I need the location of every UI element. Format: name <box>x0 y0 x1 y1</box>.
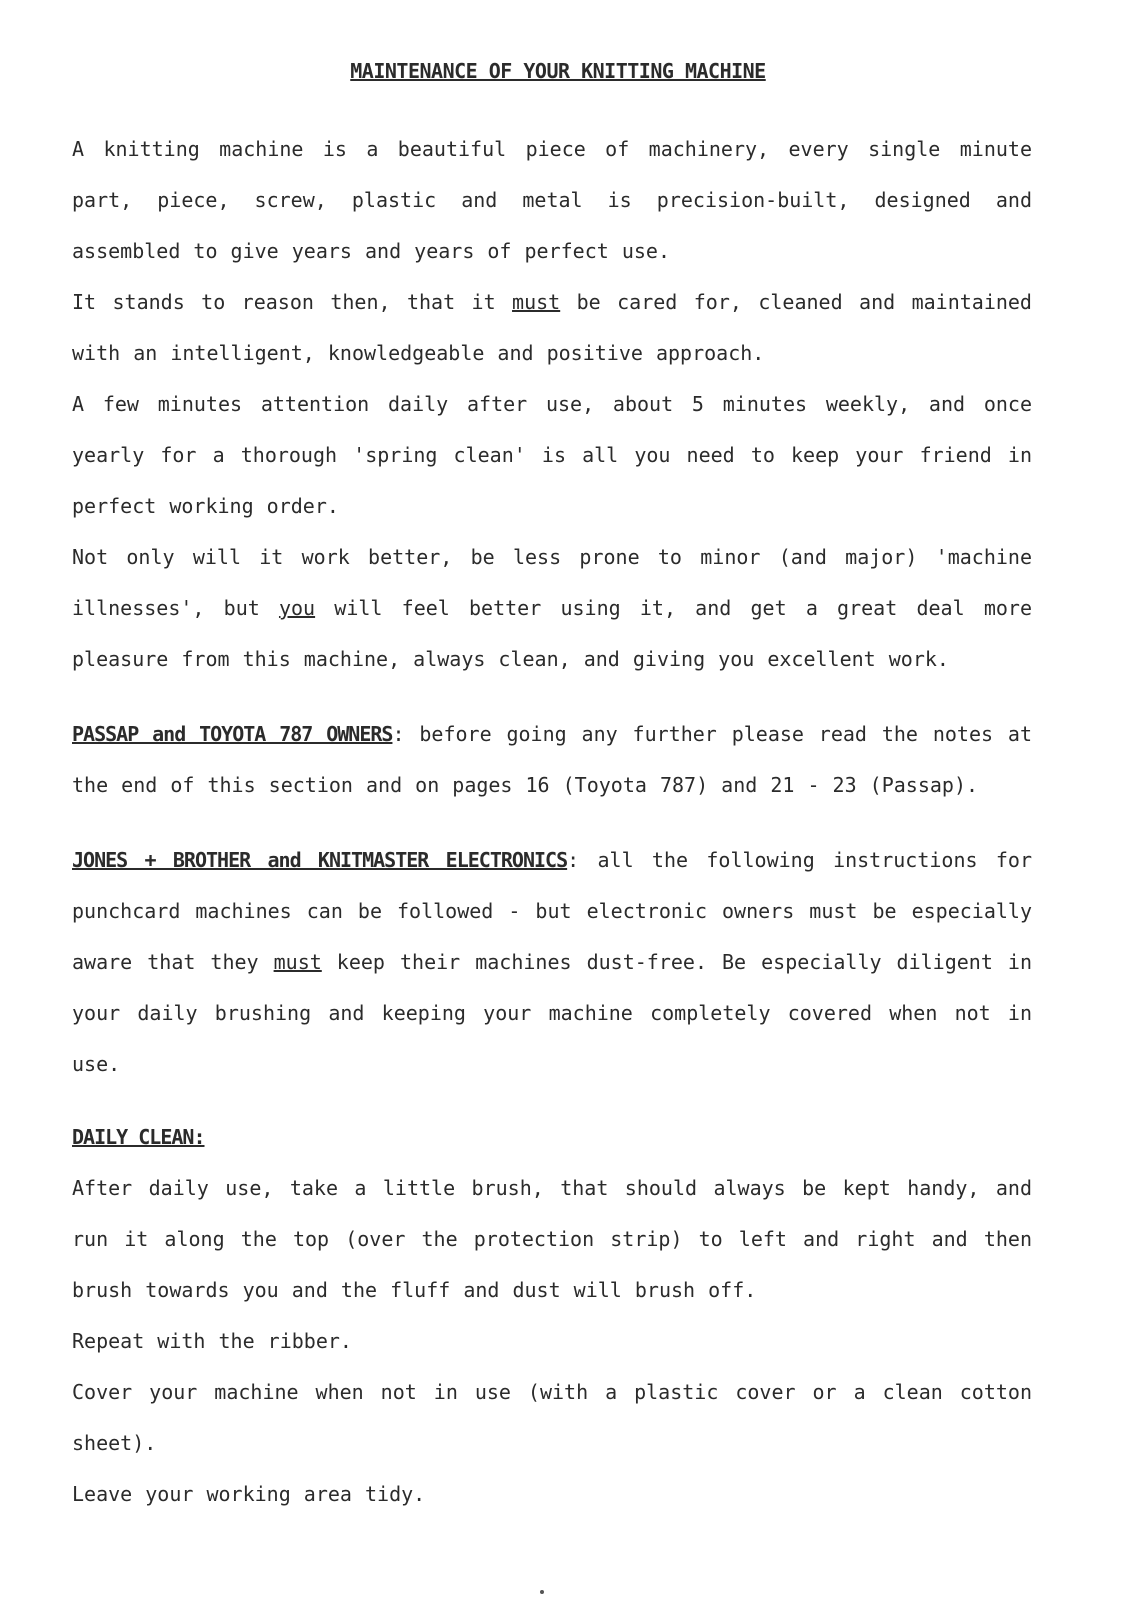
daily-clean-heading: DAILY CLEAN: <box>72 1125 205 1149</box>
scan-speck <box>540 1590 544 1594</box>
jones-text-before: all the following instructions for punchcard machines can be followed - but electronic owners must be especially aware that they <box>72 848 1032 974</box>
section-spacer <box>72 685 1032 709</box>
emphasis-must: must <box>512 290 561 314</box>
daily-paragraph-3: Cover your machine when not in use (with a plastic cover or a clean cotton sheet). <box>72 1380 1032 1455</box>
daily-paragraph-4: Leave your working area tidy. <box>72 1482 426 1506</box>
page-title: MAINTENANCE OF YOUR KNITTING MACHINE <box>350 59 766 83</box>
passap-text: before going any further please read the notes at the end of this section and on pages 16 (Toyota 787) and 21 - 23 (Passap). <box>72 722 1032 797</box>
section-spacer <box>72 1090 1032 1112</box>
jones-note <box>72 835 1032 1090</box>
intro-paragraph-2-text-after: be cared for, cleaned and maintained with an intelligent, knowledgeable and positive approach. <box>72 290 1032 365</box>
intro-paragraph-4 <box>72 532 1032 685</box>
intro-paragraph-3: A few minutes attention daily after use, about 5 minutes weekly, and once yearly for a thorough 'spring clean' is all you need to keep your friend in perfect working order. <box>72 392 1032 518</box>
passap-colon: : <box>392 722 405 746</box>
daily-paragraph-2: Repeat with the ribber. <box>72 1329 352 1353</box>
intro-paragraph-2 <box>72 277 1032 379</box>
section-spacer <box>72 811 1032 835</box>
jones-colon: : <box>567 848 580 872</box>
document-page <box>72 56 1032 1520</box>
jones-label: JONES + BROTHER and KNITMASTER ELECTRONICS <box>72 848 568 872</box>
passap-note <box>72 709 1032 811</box>
emphasis-must-2: must <box>273 950 322 974</box>
intro-paragraph-1: A knitting machine is a beautiful piece of machinery, every single minute part, piece, screw, plastic and metal is precision-built, designed and assembled to give years and years of perfect use. <box>72 137 1032 263</box>
jones-text-after: keep their machines dust-free. Be especially diligent in your daily brushing and keeping your machine completely covered when not in use. <box>72 950 1032 1076</box>
intro-paragraph-4-text-before: Not only will it work better, be less prone to minor (and major) 'machine illnesses', but <box>72 545 1032 620</box>
daily-paragraph-1: After daily use, take a little brush, that should always be kept handy, and run it along the top (over the protection strip) to left and right and then brush towards you and the fluff and dust will brush off. <box>72 1176 1032 1302</box>
emphasis-you: you <box>278 596 316 620</box>
passap-label: PASSAP and TOYOTA 787 OWNERS <box>72 722 393 746</box>
intro-paragraph-2-text-before: It stands to reason then, that it <box>72 290 513 314</box>
intro-paragraph-4-text-after: will feel better using it, and get a great deal more pleasure from this machine, always clean, and giving you excellent work. <box>72 596 1032 671</box>
